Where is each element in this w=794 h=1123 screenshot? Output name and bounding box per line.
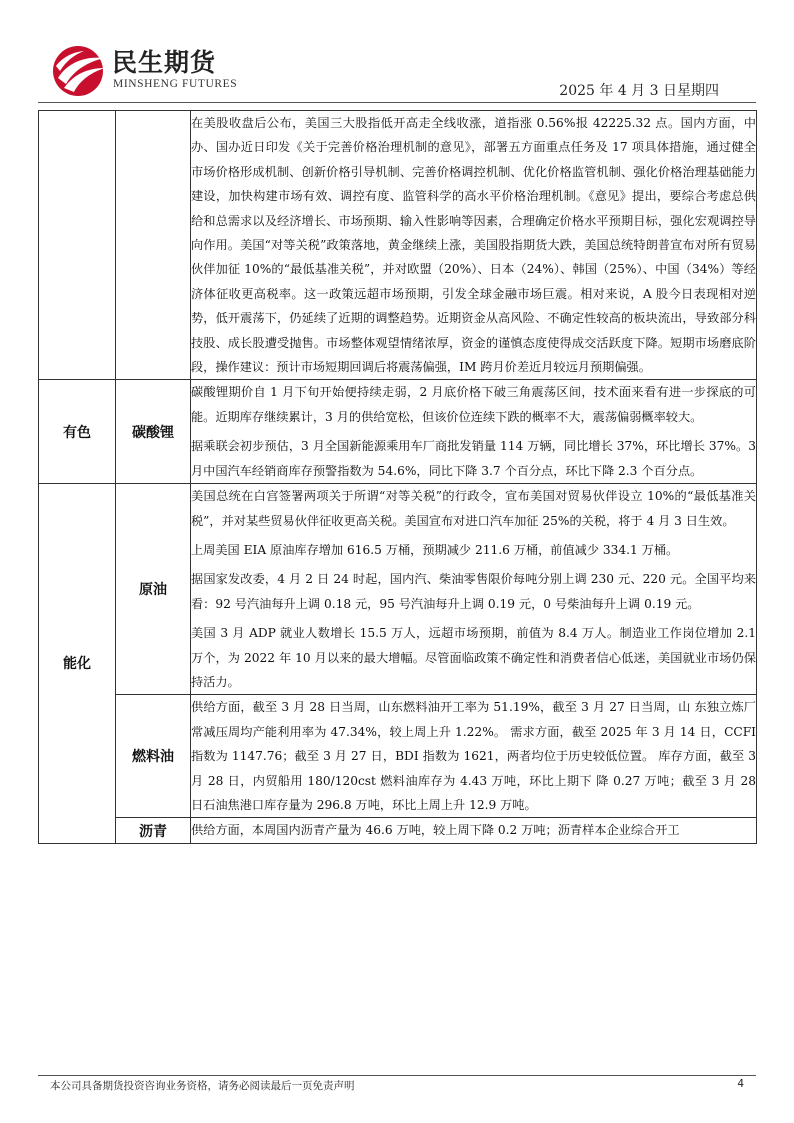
footer-divider bbox=[38, 1075, 756, 1076]
header-divider bbox=[38, 102, 756, 103]
report-date: 2025 年 4 月 3 日星期四 bbox=[559, 83, 719, 99]
paragraph: 供给方面，本周国内沥青产量为 46.6 万吨，较上周下降 0.2 万吨；沥青样本企业综合开工 bbox=[191, 823, 680, 838]
logo-text-en: MINSHENG FUTURES bbox=[113, 78, 238, 90]
paragraph: 上周美国 EIA 原油库存增加 616.5 万桶，预期减少 211.6 万桶，前值减少 334.1 万桶。 bbox=[191, 542, 679, 557]
paragraph: 据国家发改委，4 月 2 日 24 时起，国内汽、柴油零售限价每吨分别上调 230 元、220 元。全国平均来看：92 号汽油每升上调 0.18 元，95 号汽油每升上调 0.19 元，0 号柴油每升上调 0.19 元。 bbox=[191, 572, 756, 611]
content-cell-macro bbox=[191, 111, 757, 380]
paragraph: 据乘联会初步预估，3 月全国新能源乘用车厂商批发销量 114 万辆，同比增长 37%，环比增长 37%。3 月中国汽车经销商库存预警指数为 54.6%，同比下降 3.7 个百分点，环比下降 2.3 个百分点。 bbox=[191, 439, 756, 478]
commodity-table bbox=[38, 110, 757, 844]
paragraph: 供给方面，截至 3 月 28 日当周，山东燃料油开工率为 51.19%，截至 3 月 27 日当周，山 东独立炼厂常减压周均产能利用率为 47.34%，较上周上升 1.22%。 需求方面，截至 2025 年 3 月 14 日，CCFI 指数为 1147.76；截至 3 月 27 日，BDI 指数为 1621，两者均位于历史较低位置。 库存方面，截至 3 月 28 日，内贸船用 180/120cst 燃料油库存为 4.43 万吨，环比上期下 降 0.27 万吨；截至 3 月 28 日石油焦港口库存量为 296.8 万吨，环比上周上升 12.9 万吨。 bbox=[191, 700, 756, 812]
product-crude-oil: 原油 bbox=[116, 484, 191, 695]
table-row-asphalt bbox=[39, 818, 757, 843]
content-cell-crude-oil bbox=[191, 484, 757, 695]
logo-text-cn: 民生期货 bbox=[112, 48, 217, 77]
subcategory-cell-empty bbox=[116, 111, 191, 380]
category-energy-chemical: 能化 bbox=[39, 484, 116, 844]
product-fuel-oil: 燃料油 bbox=[116, 695, 191, 818]
minsheng-logo-icon bbox=[48, 44, 108, 98]
product-lithium-carbonate: 碳酸锂 bbox=[116, 380, 191, 484]
category-nonferrous: 有色 bbox=[39, 380, 116, 484]
content-cell-fuel-oil bbox=[191, 695, 757, 818]
content-cell-asphalt bbox=[191, 818, 757, 843]
paragraph: 美国 3 月 ADP 就业人数增长 15.5 万人，远超市场预期，前值为 8.4 万人。制造业工作岗位增加 2.1 万个，为 2022 年 10 月以来的最大增幅。尽管面临政策不确定性和消费者信心低迷，美国就业市场仍保持活力。 bbox=[191, 626, 756, 689]
content-cell-lithium bbox=[191, 380, 757, 484]
product-asphalt: 沥青 bbox=[116, 818, 191, 843]
table-row-crude-oil bbox=[39, 484, 757, 695]
paragraph: 美国总统在白宫签署两项关于所谓“对等关税”的行政令，宣布美国对贸易伙伴设立 10%的“最低基准关税”，并对某些贸易伙伴征收更高关税。美国宣布对进口汽车加征 25%的关税，将于 4 月 3 日生效。 bbox=[191, 489, 756, 528]
table-row-macro bbox=[39, 111, 757, 380]
table-row-fuel-oil bbox=[39, 695, 757, 818]
page-number: 4 bbox=[737, 1078, 744, 1090]
page-header bbox=[0, 0, 794, 106]
category-cell-empty bbox=[39, 111, 116, 380]
table-row-lithium bbox=[39, 380, 757, 484]
footer-disclaimer: 本公司具备期货投资咨询业务资格，请务必阅读最后一页免责声明 bbox=[50, 1080, 355, 1092]
paragraph: 碳酸锂期价自 1 月下旬开始便持续走弱，2 月底价格下破三角震荡区间，技术面来看有进一步探底的可能。近期库存继续累计，3 月的供给宽松，但该价位连续下跌的概率不大，震荡偏弱概率较大。 bbox=[191, 385, 756, 424]
paragraph: 在美股收盘后公布，美国三大股指低开高走全线收涨，道指涨 0.56%报 42225.32 点。国内方面，中办、国办近日印发《关于完善价格治理机制的意见》，部署五方面重点任务及 17 项具体措施，通过健全市场价格形成机制、创新价格引导机制、完善价格调控机制、优化价格监管机制、强化价格治理基础能力建设，加快构建市场有效、调控有度、监管科学的高水平价格治理机制。《意见》提出，要综合考虑总供给和总需求以及经济增长、市场预期、输入性影响等因素，合理确定价格水平预期目标，强化宏观调控导向作用。美国“对等关税”政策落地，黄金继续上涨，美国股指期货大跌，美国总统特朗普宣布对所有贸易伙伴加征 10%的“最低基准关税”，并对欧盟（20%）、日本（24%）、韩国（25%）、中国（34%）等经济体征收更高税率。这一政策远超市场预期，引发全球金融市场巨震。相对来说，A 股今日表现相对逆势，低开震荡下，仍延续了近期的调整趋势。近期资金从高风险、不确定性较高的板块流出，导致部分科技股、成长股遭受抛售。市场整体观望情绪浓厚，资金的谨慎态度使得成交活跃度下降。短期市场磨底阶段，操作建议：预计市场短期回调后将震荡偏强，IM 跨月价差近月较远月预期偏强。 bbox=[191, 116, 756, 375]
